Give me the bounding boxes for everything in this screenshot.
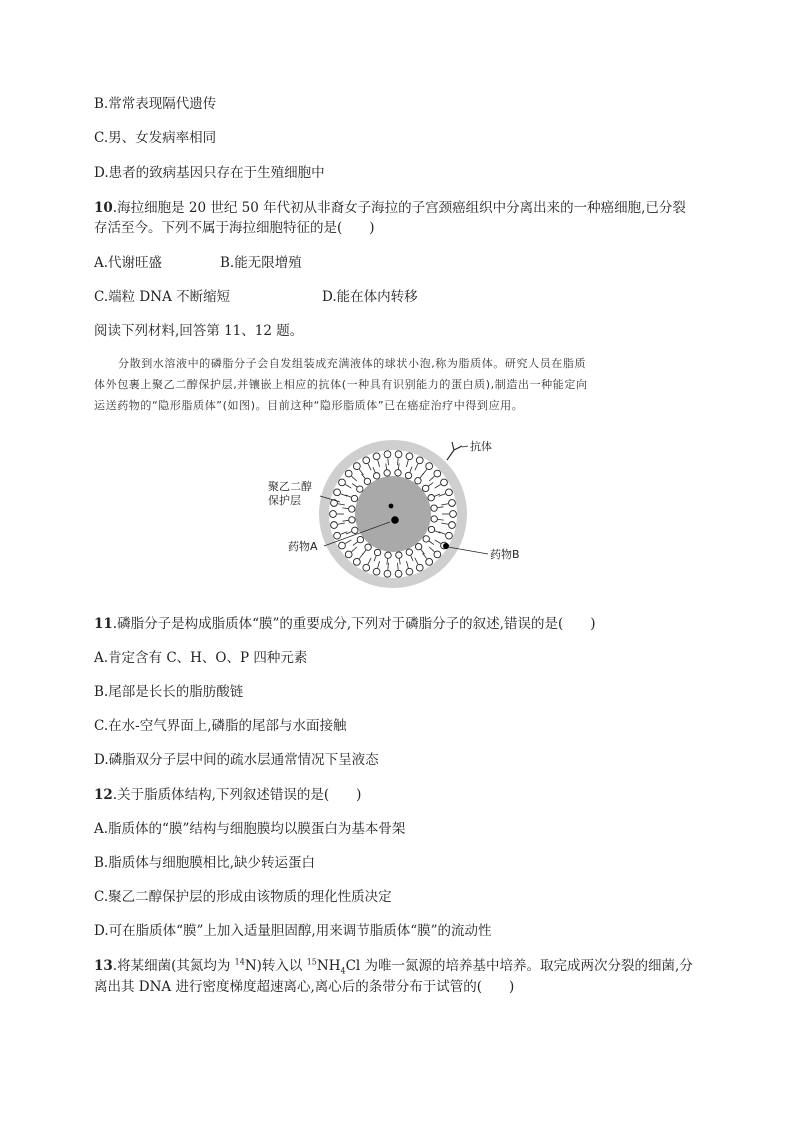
- label-drug-b: 药物B: [490, 548, 520, 561]
- inner-lipid-head: [431, 516, 437, 522]
- inner-lipid-head: [423, 536, 429, 542]
- inner-lipid-head: [357, 536, 363, 542]
- inner-lipid-head: [405, 472, 411, 478]
- inner-lipid-head: [352, 527, 358, 533]
- outer-lipid-head: [353, 558, 360, 565]
- material-paragraph: [94, 353, 708, 416]
- inner-lipid-head: [395, 470, 401, 476]
- outer-lipid-head: [384, 451, 391, 458]
- q11-option-a: A.肯定含有 C、H、O、P 四种元素: [94, 650, 308, 666]
- q10-option-a: A.代谢旺盛: [94, 255, 163, 271]
- outer-lipid-head: [441, 479, 448, 486]
- outer-lipid-head: [353, 463, 360, 470]
- q11-number: 11: [94, 616, 113, 632]
- outer-lipid-head: [449, 522, 456, 529]
- outer-lipid-head: [446, 489, 453, 496]
- inner-lipid-head: [374, 549, 380, 555]
- q11-option-d: D.磷脂双分子层中间的疏水层通常情况下呈液态: [94, 752, 379, 768]
- outer-lipid-head: [331, 522, 338, 529]
- inner-lipid-head: [428, 495, 434, 501]
- inner-lipid-head: [415, 478, 421, 484]
- outer-lipid-head: [373, 568, 380, 575]
- q10-option-d: D.能在体内转移: [322, 289, 418, 305]
- inner-lipid-head: [351, 495, 357, 501]
- q12-option-a: A.脂质体的“膜”结构与细胞膜均以膜蛋白为基本骨架: [94, 821, 406, 837]
- outer-lipid-head: [426, 558, 433, 565]
- reading-intro: 阅读下列材料,回答第 11、12 题。: [94, 323, 304, 339]
- material-line3: 运送药物的“隐形脂质体”(如图)。目前这种“隐形脂质体”已在癌症治疗中得到应用。: [94, 399, 524, 412]
- q12-option-c: C.聚乙二醇保护层的形成由该物质的理化性质决定: [94, 889, 392, 905]
- outer-lipid-head: [426, 463, 433, 470]
- outer-lipid-head: [449, 500, 456, 507]
- inner-lipid-head: [349, 517, 355, 523]
- q10-number: 10: [94, 200, 113, 216]
- material-line1: 分散到水溶液中的磷脂分子会自发组装成充满液体的球状小泡,称为脂质体。研究人员在脂质: [118, 357, 587, 370]
- inner-lipid-head: [357, 486, 363, 492]
- drug-a-particle: [389, 504, 394, 509]
- outer-lipid-head: [363, 457, 370, 464]
- inner-lipid-head: [396, 552, 402, 558]
- outer-lipid-head: [395, 451, 402, 458]
- outer-lipid-head: [434, 551, 441, 558]
- q12-stem: 12.关于脂质体结构,下列叙述错误的是( ): [94, 787, 362, 803]
- outer-lipid-head: [334, 532, 341, 539]
- q9-option-b: B.常常表现隔代遗传: [94, 96, 217, 112]
- q12-option-d: D.可在脂质体“膜”上加入适量胆固醇,用来调节脂质体“膜”的流动性: [94, 923, 492, 939]
- label-drug-a: 药物A: [288, 540, 318, 553]
- q9-option-c: C.男、女发病率相同: [94, 130, 217, 146]
- outer-lipid-head: [416, 564, 423, 571]
- inner-lipid-head: [415, 543, 421, 549]
- antibody-arm: [452, 442, 454, 450]
- outer-lipid-head: [345, 470, 352, 477]
- inner-lipid-head: [384, 470, 390, 476]
- label-peg-line2: 保护层: [268, 494, 301, 507]
- antibody-arm: [454, 446, 462, 450]
- aqueous-core: [355, 476, 431, 552]
- q13-stem-line2: 离出其 DNA 进行密度梯度超速离心,离心后的条带分布于试管的( ): [94, 979, 515, 995]
- q11-stem: 11.磷脂分子是构成脂质体“膜”的重要成分,下列对于磷脂分子的叙述,错误的是( ): [94, 616, 596, 632]
- inner-lipid-head: [374, 473, 380, 479]
- q11-option-b: B.尾部是长长的脂肪酸链: [94, 684, 244, 700]
- drug-b-particle: [443, 543, 449, 549]
- outer-lipid-head: [406, 568, 413, 575]
- inner-lipid-head: [422, 485, 428, 491]
- inner-lipid-head: [406, 549, 412, 555]
- q13-stem-line1: 13.将某细菌(其氮均为 $^{14}$N)转入以 $^{15}NH_4Cl$ 为唯一氮源的培养基中培养。取完成两次分裂的细菌,分: [94, 957, 693, 976]
- inner-lipid-head: [431, 505, 437, 511]
- outer-lipid-head: [450, 511, 457, 518]
- leader-antibody: [462, 446, 468, 447]
- outer-lipid-head: [395, 570, 402, 577]
- outer-lipid-head: [384, 570, 391, 577]
- label-peg-line1: 聚乙二醇: [268, 480, 312, 493]
- q12-number: 12: [94, 787, 113, 803]
- inner-lipid-head: [349, 506, 355, 512]
- q10-stem-line2: 存活至今。下列不属于海拉细胞特征的是( ): [94, 220, 375, 236]
- outer-lipid-head: [416, 457, 423, 464]
- antibody-stem: [447, 450, 454, 460]
- q10-stem-line1: 10.海拉细胞是 20 世纪 50 年代初从非裔女子海拉的子宫颈癌组织中分离出来的一种癌细胞,已分裂: [94, 200, 686, 216]
- outer-lipid-head: [330, 511, 337, 518]
- q9-option-d: D.患者的致病基因只存在于生殖细胞中: [94, 165, 325, 181]
- inner-lipid-head: [364, 478, 370, 484]
- q10-option-c: C.端粒 DNA 不断缩短: [94, 289, 231, 305]
- inner-lipid-head: [365, 544, 371, 550]
- inner-lipid-head: [385, 552, 391, 558]
- outer-lipid-head: [446, 532, 453, 539]
- liposome-figure: [262, 434, 524, 594]
- outer-lipid-head: [339, 542, 346, 549]
- q11-option-c: C.在水-空气界面上,磷脂的尾部与水面接触: [94, 718, 347, 734]
- material-line2: 体外包裹上聚乙二醇保护层,并镶嵌上相应的抗体(一种具有识别能力的蛋白质),制造出一种能定向: [94, 378, 588, 391]
- outer-lipid-head: [339, 479, 346, 486]
- outer-lipid-head: [434, 470, 441, 477]
- outer-lipid-head: [334, 489, 341, 496]
- drug-a-particle: [391, 516, 399, 524]
- outer-lipid-head: [345, 551, 352, 558]
- outer-lipid-head: [406, 453, 413, 460]
- outer-lipid-head: [373, 453, 380, 460]
- label-antibody: 抗体: [470, 440, 492, 453]
- inner-lipid-head: [428, 526, 434, 532]
- q10-option-b: B.能无限增殖: [220, 255, 302, 271]
- q12-option-b: B.脂质体与细胞膜相比,缺少转运蛋白: [94, 855, 316, 871]
- outer-lipid-head: [363, 564, 370, 571]
- q13-number: 13: [94, 958, 113, 974]
